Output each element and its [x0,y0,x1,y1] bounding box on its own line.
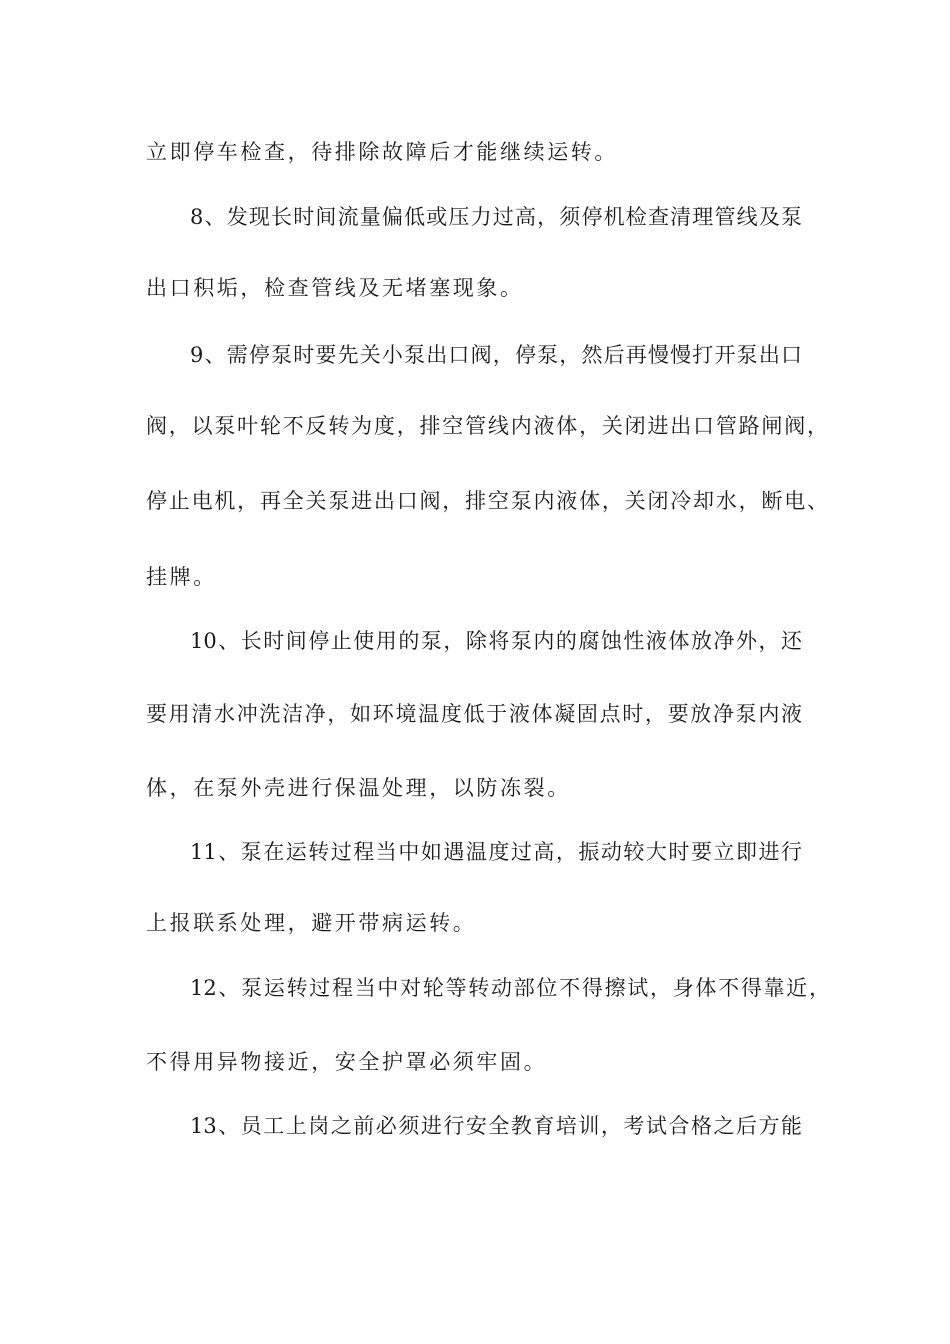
text-line-13: 12、泵运转过程当中对轮等转动部位不得擦试，身体不得靠近， [190,976,830,1000]
text-line-10: 体，在泵外壳进行保温处理，以防冻裂。 [146,776,571,800]
text-line-4: 9、需停泵时要先关小泵出口阀，停泵，然后再慢慢打开泵出口 [190,343,802,367]
text-line-14: 不得用异物接近，安全护罩必须牢固。 [146,1050,548,1074]
text-line-6: 停止电机，再全关泵进出口阀，排空泵内液体，关闭冷却水，断电、 [146,489,828,513]
text-line-12: 上报联系处理，避开带病运转。 [146,911,477,935]
text-line-3: 出口积垢，检查管线及无堵塞现象。 [146,276,524,300]
text-line-5: 阀，以泵叶轮不反转为度，排空管线内液体，关闭进出口管路闸阀， [146,414,828,438]
text-line-11: 11、泵在运转过程当中如遇温度过高，振动较大时要立即进行 [190,840,802,864]
text-line-2: 8、发现长时间流量偏低或压力过高，须停机检查清理管线及泵 [190,205,802,229]
text-line-8: 10、长时间停止使用的泵，除将泵内的腐蚀性液体放净外，还 [190,629,802,653]
text-line-7: 挂牌。 [146,565,217,589]
text-line-1: 立即停车检查，待排除故障后才能继续运转。 [146,140,618,164]
text-line-15: 13、员工上岗之前必须进行安全教育培训，考试合格之后方能 [190,1114,802,1138]
text-line-9: 要用清水冲洗洁净，如环境温度低于液体凝固点时，要放净泵内液 [146,702,802,726]
